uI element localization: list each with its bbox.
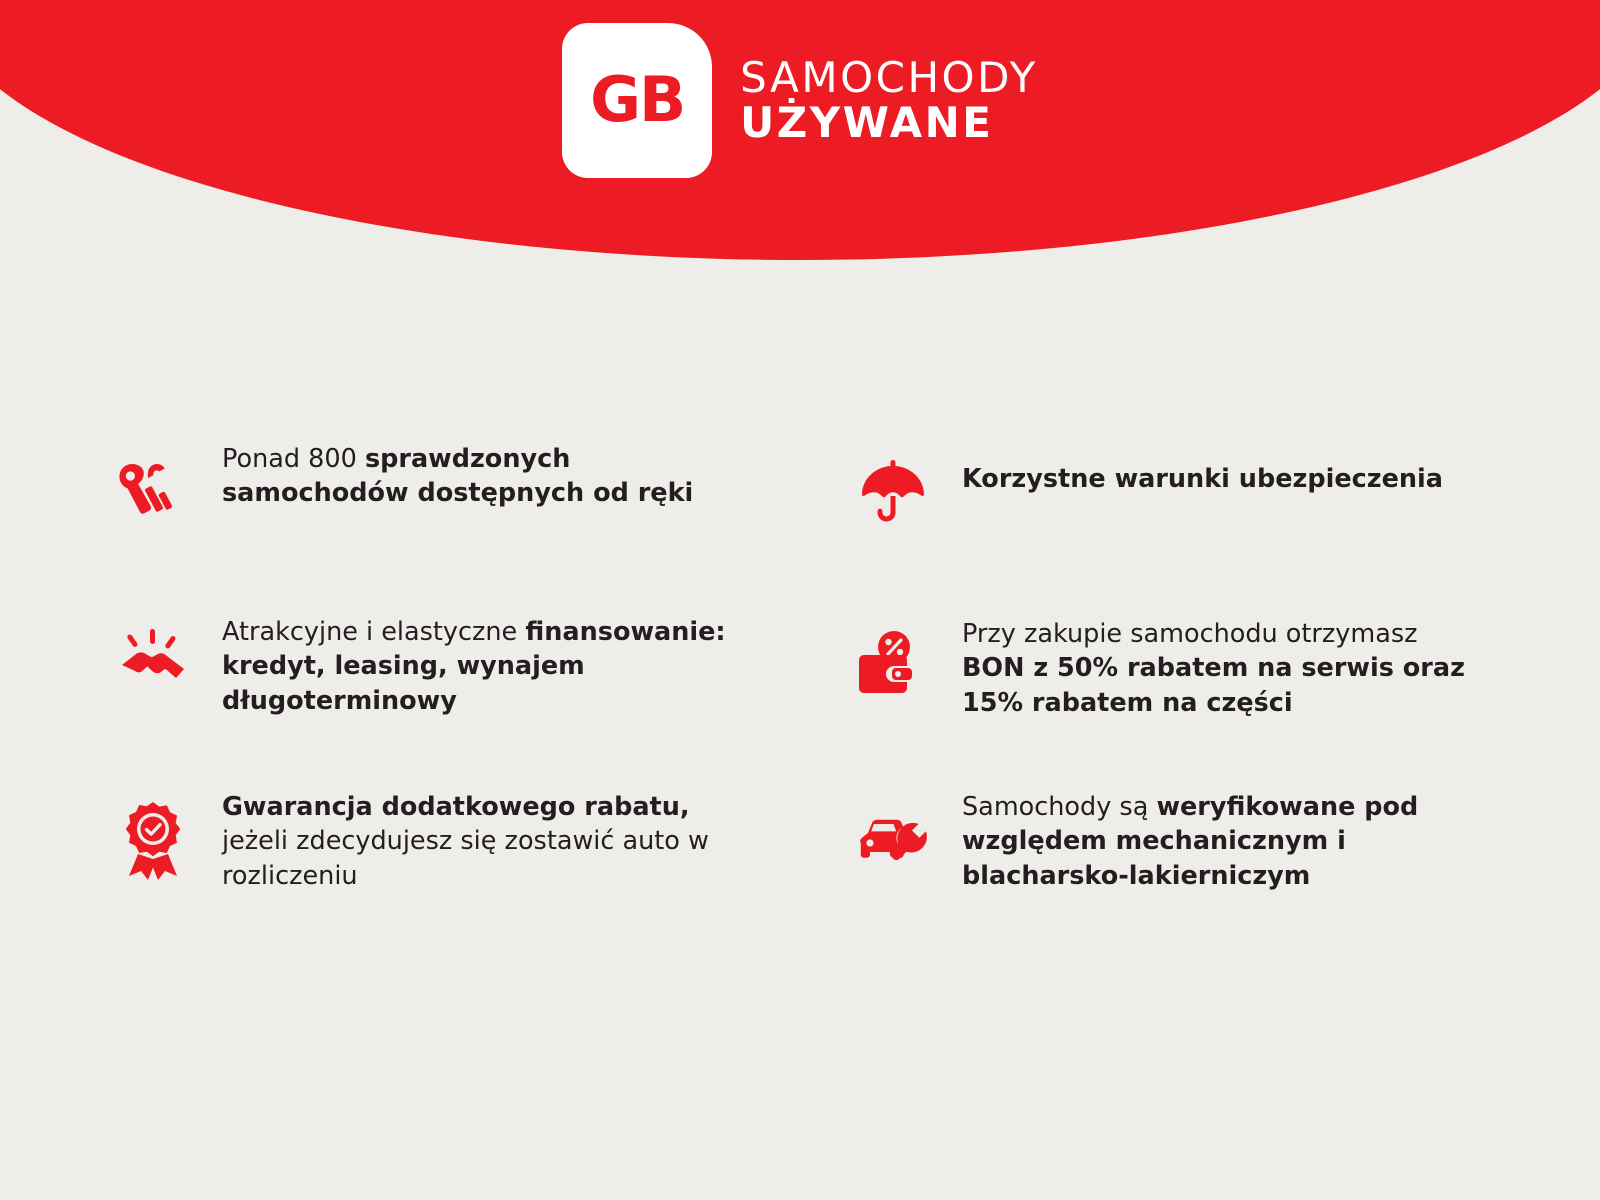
wallet-discount-icon: [850, 621, 936, 707]
feature-text: Gwarancja dodatkowego rabatu, jeżeli zdecydujesz się zostawić auto w rozliczeniu: [222, 792, 709, 891]
brand-title-line2: UŻYWANE: [740, 98, 994, 147]
feature-item-verified: [830, 790, 1510, 965]
feature-text: Samochody są weryfikowane pod względem mechanicznym i blacharsko-lakierniczym: [962, 792, 1419, 891]
umbrella-icon: [850, 448, 936, 534]
feature-text: Ponad 800 sprawdzonych samochodów dostępnych od ręki: [222, 444, 694, 509]
feature-text: Przy zakupie samochodu otrzymasz BON z 50% rabatem na serwis oraz 15% rabatem na części: [962, 619, 1465, 718]
feature-text: Korzystne warunki ubezpieczenia: [962, 464, 1443, 494]
brand-lockup: [0, 0, 1600, 200]
brand-title: [740, 52, 1038, 147]
brand-title-line1: SAMOCHODY: [740, 52, 1038, 102]
page-header: [0, 0, 1600, 265]
handshake-icon: [110, 621, 196, 707]
car-wrench-gear-icon: [850, 796, 936, 882]
feature-item-financing: [110, 615, 830, 790]
feature-grid: [110, 440, 1510, 965]
car-keys-icon: [110, 448, 196, 534]
logo-text: GB: [590, 63, 685, 136]
award-check-icon: [110, 796, 196, 882]
feature-item-insurance: [830, 440, 1510, 615]
feature-item-guarantee: [110, 790, 830, 965]
feature-text: Atrakcyjne i elastyczne finansowanie: kredyt, leasing, wynajem długoterminowy: [222, 617, 726, 716]
feature-item-voucher: [830, 615, 1510, 790]
feature-item-keys: [110, 440, 830, 615]
gb-logo-icon: [562, 23, 712, 178]
